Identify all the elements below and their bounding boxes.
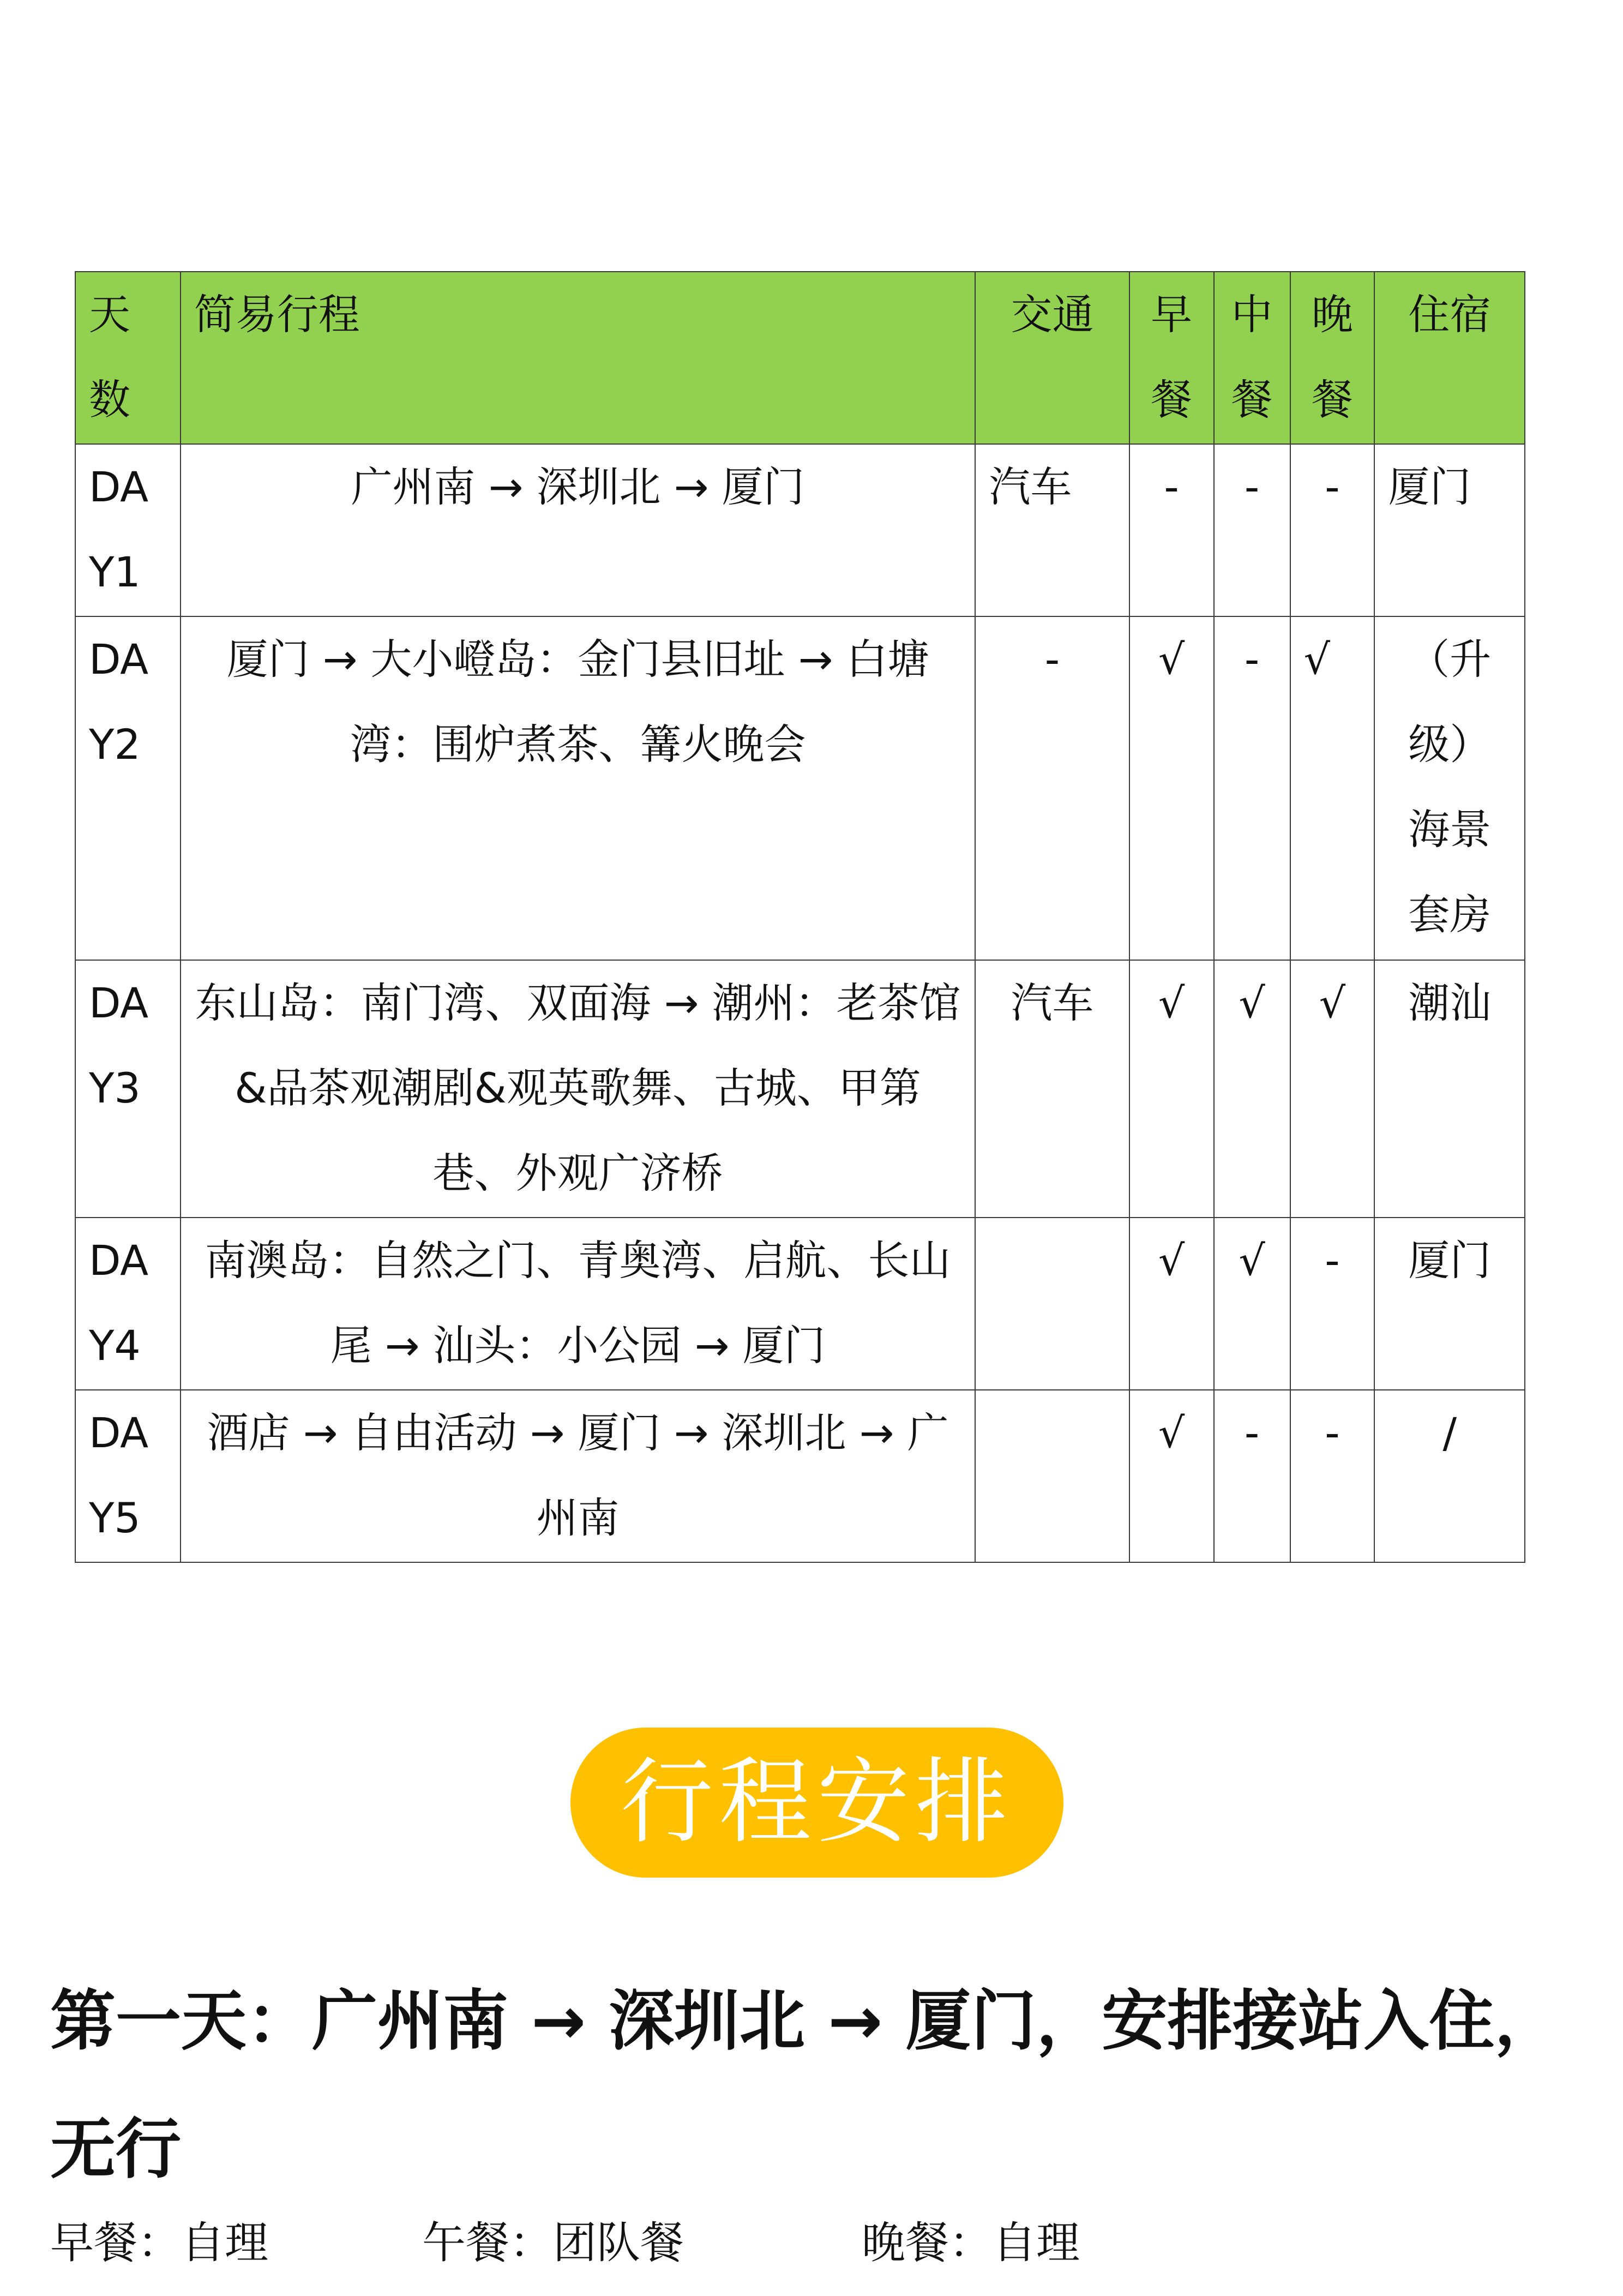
cell-route: 广州南 → 深圳北 → 厦门 (181, 444, 976, 616)
cell-dinner: √ (1290, 616, 1375, 960)
meal-breakfast: 早餐：自理 (50, 2217, 268, 2268)
cell-breakfast: - (1129, 444, 1214, 616)
cell-hotel: 潮汕 (1374, 960, 1525, 1218)
cell-lunch: √ (1214, 960, 1290, 1218)
table-row (75, 616, 1525, 960)
meal-lunch: 午餐：团队餐 (422, 2217, 684, 2268)
cell-route: 东山岛：南门湾、双面海 → 潮州：老茶馆&品茶观潮剧&观英歌舞、古城、甲第巷、外观广济桥 (181, 960, 976, 1218)
header-breakfast: 早餐 (1129, 272, 1214, 444)
cell-transport (975, 1218, 1129, 1390)
cell-transport: 汽车 (975, 960, 1129, 1218)
day1-meals (50, 2210, 1594, 2276)
cell-day: DAY5 (75, 1390, 181, 1562)
cell-hotel: 厦门 (1374, 444, 1525, 616)
header-route: 简易行程 (181, 272, 976, 444)
day1-heading: 第一天：广州南 → 深圳北 → 厦门，安排接站入住，无行 (50, 1983, 1560, 2187)
cell-breakfast: √ (1129, 1218, 1214, 1390)
meal-dinner: 晚餐：自理 (862, 2217, 1080, 2268)
section-title-badge: 行程安排 (570, 1728, 1063, 1878)
cell-dinner: - (1290, 1218, 1375, 1390)
cell-breakfast: √ (1129, 616, 1214, 960)
header-hotel: 住宿 (1374, 272, 1525, 444)
cell-dinner: - (1290, 444, 1375, 616)
cell-transport: 汽车 (975, 444, 1129, 616)
itinerary-table (75, 271, 1525, 1563)
table-header-row (75, 272, 1525, 444)
table-row (75, 960, 1525, 1218)
table-row (75, 444, 1525, 616)
cell-lunch: - (1214, 1390, 1290, 1562)
table-row (75, 1218, 1525, 1390)
table-row (75, 1390, 1525, 1562)
cell-breakfast: √ (1129, 1390, 1214, 1562)
cell-transport: - (975, 616, 1129, 960)
cell-lunch: - (1214, 444, 1290, 616)
cell-day: DAY3 (75, 960, 181, 1218)
cell-day: DAY1 (75, 444, 181, 616)
cell-route: 酒店 → 自由活动 → 厦门 → 深圳北 → 广州南 (181, 1390, 976, 1562)
cell-lunch: √ (1214, 1218, 1290, 1390)
header-transport: 交通 (975, 272, 1129, 444)
cell-hotel: （升级）海景套房 (1374, 616, 1525, 960)
cell-breakfast: √ (1129, 960, 1214, 1218)
header-lunch: 中餐 (1214, 272, 1290, 444)
cell-lunch: - (1214, 616, 1290, 960)
cell-route: 南澳岛：自然之门、青奥湾、启航、长山尾 → 汕头：小公园 → 厦门 (181, 1218, 976, 1390)
cell-hotel: / (1374, 1390, 1525, 1562)
cell-hotel: 厦门 (1374, 1218, 1525, 1390)
cell-day: DAY2 (75, 616, 181, 960)
cell-dinner: √ (1290, 960, 1375, 1218)
header-dinner: 晚餐 (1290, 272, 1375, 444)
cell-dinner: - (1290, 1390, 1375, 1562)
cell-route: 厦门 → 大小嶝岛：金门县旧址 → 白塘湾：围炉煮茶、篝火晚会 (181, 616, 976, 960)
cell-day: DAY4 (75, 1218, 181, 1390)
header-day: 天数 (75, 272, 181, 444)
cell-transport (975, 1390, 1129, 1562)
